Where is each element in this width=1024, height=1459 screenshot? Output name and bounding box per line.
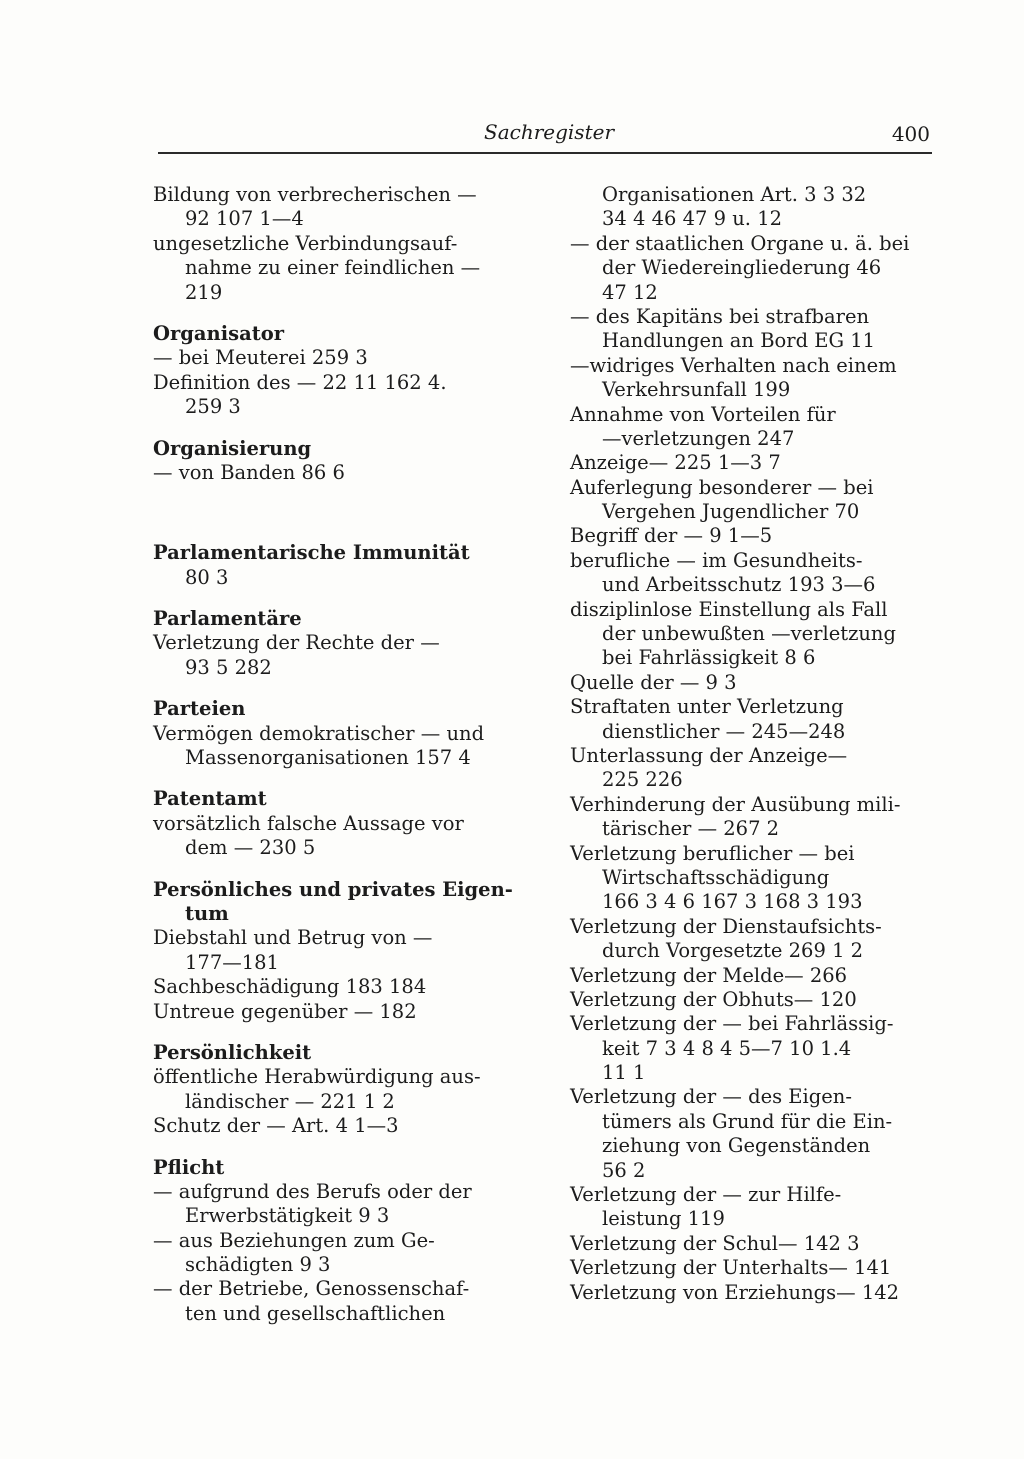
index-entry-line: 34 4 46 47 9 u. 12 <box>602 207 783 231</box>
index-entry-line: Verletzung der — des Eigen- <box>570 1085 852 1109</box>
index-heading: Pflicht <box>153 1155 225 1179</box>
index-entry-line: Verkehrsunfall 199 <box>602 378 791 402</box>
index-entry-line: Vergehen Jugendlicher 70 <box>602 500 860 524</box>
entry-spacer <box>153 485 525 541</box>
index-entry-line: Anzeige— 225 1—3 7 <box>570 451 781 475</box>
index-entry-line: — aufgrund des Berufs oder der <box>153 1179 472 1203</box>
index-entry-line: Begriff der — 9 1—5 <box>570 524 773 548</box>
index-entry-line: Quelle der — 9 3 <box>570 670 737 694</box>
index-entry-line: Unterlassung der Anzeige— <box>570 743 848 767</box>
index-entry-line: berufliche — im Gesundheits- <box>570 548 863 572</box>
index-heading: Organisator <box>153 321 285 345</box>
index-column-right <box>570 183 942 1305</box>
page-header <box>158 116 932 154</box>
index-entry-line: öffentliche Herabwürdigung aus- <box>153 1065 481 1089</box>
index-entry-line: Verletzung beruflicher — bei <box>570 841 855 865</box>
index-entry-line: durch Vorgesetzte 269 1 2 <box>602 939 864 963</box>
index-entry-line: Verletzung der — zur Hilfe- <box>570 1183 842 1207</box>
index-entry-line: Verletzung der Dienstaufsichts- <box>570 914 882 938</box>
index-entry-line: Sachbeschädigung 183 184 <box>153 975 427 999</box>
index-entry-line: leistung 119 <box>602 1207 725 1231</box>
index-entry-line: Bildung von verbrecherischen — <box>153 183 477 206</box>
index-entry-line: — der staatlichen Organe u. ä. bei <box>570 231 910 255</box>
index-entry-line: Verletzung der Unterhalts— 141 <box>570 1256 892 1280</box>
index-entry-line: ziehung von Gegenständen <box>602 1134 871 1158</box>
entry-spacer <box>153 305 525 322</box>
index-entry-line: nahme zu einer feindlichen — <box>185 256 481 280</box>
index-entry-line: dem — 230 5 <box>185 836 316 860</box>
index-entry-line: ländischer — 221 1 2 <box>185 1089 395 1113</box>
index-entry-line: — von Banden 86 6 <box>153 460 345 484</box>
index-entry-line: Erwerbstätigkeit 9 3 <box>185 1204 390 1228</box>
index-entry-line: disziplinlose Einstellung als Fall <box>570 597 888 621</box>
index-entry-line: 259 3 <box>185 395 241 419</box>
entry-spacer <box>153 770 525 787</box>
index-entry-line: keit 7 3 4 8 4 5—7 10 1.4 <box>602 1036 852 1060</box>
entry-spacer <box>153 420 525 437</box>
index-entry-line: tümers als Grund für die Ein- <box>602 1109 893 1133</box>
index-entry-line: Definition des — 22 11 162 4. <box>153 370 447 394</box>
index-entry-line: 92 107 1—4 <box>185 207 304 231</box>
index-entry-line: Massenorganisationen 157 4 <box>185 746 471 770</box>
index-entry-line: Straftaten unter Verletzung <box>570 695 844 719</box>
index-entry-line: Verletzung der — bei Fahrlässig- <box>570 1012 894 1036</box>
index-entry-line: 47 12 <box>602 280 658 304</box>
index-entry-line: — bei Meuterei 259 3 <box>153 346 368 370</box>
index-entry-line: und Arbeitsschutz 193 3—6 <box>602 573 876 597</box>
index-entry-line: 93 5 282 <box>185 655 272 679</box>
index-heading: Parteien <box>153 697 246 721</box>
index-entry-line: Annahme von Vorteilen für <box>570 402 836 426</box>
entry-spacer <box>153 1024 525 1041</box>
index-entry-line: Wirtschaftsschädigung <box>602 865 830 889</box>
index-entry-line: — aus Beziehungen zum Ge- <box>153 1228 435 1252</box>
index-heading: tum <box>185 901 229 925</box>
index-entry-line: Verletzung von Erziehungs— 142 <box>570 1280 900 1304</box>
index-entry-line: 225 226 <box>602 768 683 792</box>
entry-spacer <box>153 590 525 607</box>
index-heading: Parlamentäre <box>153 607 302 631</box>
index-entry-line: Organisationen Art. 3 3 32 <box>602 183 867 206</box>
index-heading: Organisierung <box>153 436 312 460</box>
index-entry-line: tärischer — 267 2 <box>602 817 780 841</box>
index-entry-line: 177—181 <box>185 950 279 974</box>
index-entry-line: Diebstahl und Betrug von — <box>153 926 433 950</box>
index-entry-line: bei Fahrlässigkeit 8 6 <box>602 646 816 670</box>
entry-spacer <box>153 680 525 697</box>
index-heading: Patentamt <box>153 787 267 811</box>
index-entry-line: ten und gesellschaftlichen <box>185 1301 446 1325</box>
index-entry-line: ungesetzliche Verbindungsauf- <box>153 231 458 255</box>
index-heading: Persönliches und privates Eigen- <box>153 877 513 901</box>
index-entry-line: Auferlegung besonderer — bei <box>570 475 874 499</box>
index-entry-line: Verletzung der Obhuts— 120 <box>570 987 857 1011</box>
index-entry-line: Handlungen an Bord EG 11 <box>602 329 876 353</box>
index-entry-line: der Wiedereingliederung 46 <box>602 256 882 280</box>
index-entry-line: 166 3 4 6 167 3 168 3 193 <box>602 890 863 914</box>
index-entry-line: — des Kapitäns bei strafbaren <box>570 304 870 328</box>
index-entry-line: Verletzung der Rechte der — <box>153 631 440 655</box>
index-entry-line: Vermögen demokratischer — und <box>153 721 485 745</box>
index-entry-line: 80 3 <box>185 565 229 589</box>
index-heading: Persönlichkeit <box>153 1040 312 1064</box>
index-entry-line: —widriges Verhalten nach einem <box>570 353 897 377</box>
index-entry-line: — der Betriebe, Genossenschaf- <box>153 1277 470 1301</box>
page-number: 400 <box>891 122 930 146</box>
entry-spacer <box>153 1139 525 1156</box>
index-entry-line: dienstlicher — 245—248 <box>602 719 846 743</box>
index-entry-line: 11 1 <box>602 1061 646 1085</box>
index-entry-line: 56 2 <box>602 1158 646 1182</box>
index-entry-line: vorsätzlich falsche Aussage vor <box>153 811 464 835</box>
index-entry-line: Verletzung der Melde— 266 <box>570 963 848 987</box>
entry-spacer <box>153 861 525 878</box>
index-heading: Parlamentarische Immunität <box>153 541 470 565</box>
index-entry-line: Verhinderung der Ausübung mili- <box>570 792 901 816</box>
index-entry-line: Untreue gegenüber — 182 <box>153 999 417 1023</box>
index-entry-line: der unbewußten —verletzung <box>602 622 896 646</box>
index-entry-line: schädigten 9 3 <box>185 1253 331 1277</box>
index-entry-line: Verletzung der Schul— 142 3 <box>570 1231 860 1255</box>
running-title: Sachregister <box>484 120 614 144</box>
index-column-left <box>153 183 525 1326</box>
index-entry-line: 219 <box>185 280 223 304</box>
index-entry-line: Schutz der — Art. 4 1—3 <box>153 1114 399 1138</box>
index-entry-line: —verletzungen 247 <box>602 426 795 450</box>
